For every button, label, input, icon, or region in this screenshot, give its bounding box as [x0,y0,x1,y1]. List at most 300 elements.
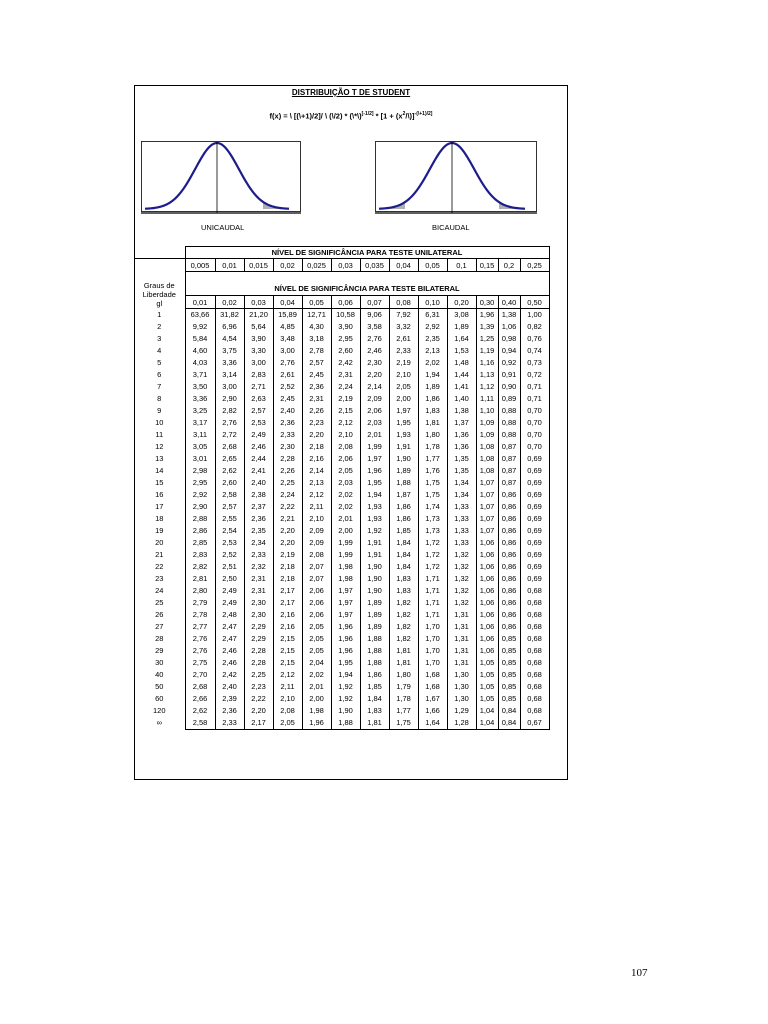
critical-value-cell: 1,96 [360,465,389,477]
critical-value-cell: 1,33 [447,513,476,525]
critical-value-cell: 9,92 [185,321,215,333]
gl-cell: 4 [134,345,185,357]
critical-value-cell: 0,87 [498,465,520,477]
critical-value-cell: 1,80 [389,669,418,681]
critical-value-cell: 2,76 [185,645,215,657]
critical-value-cell: 2,29 [244,633,273,645]
critical-value-cell: 1,94 [418,369,447,381]
critical-value-cell: 0,71 [520,381,549,393]
critical-value-cell: 2,03 [360,417,389,429]
critical-value-cell: 1,73 [418,525,447,537]
critical-value-cell: 1,77 [389,705,418,717]
critical-value-cell: 2,00 [389,393,418,405]
critical-value-cell: 2,50 [215,573,244,585]
critical-value-cell: 2,61 [389,333,418,345]
critical-value-cell: 1,32 [447,597,476,609]
critical-value-cell: 1,96 [331,633,360,645]
unilateral-level: 0,03 [331,259,360,272]
unilateral-level: 0,005 [185,259,215,272]
gl-cell: ∞ [134,717,185,730]
critical-value-cell: 2,57 [244,405,273,417]
bilateral-level: 0,04 [273,296,302,309]
bilateral-header-row [134,272,549,296]
critical-value-cell: 0,69 [520,477,549,489]
critical-value-cell: 0,68 [520,633,549,645]
critical-value-cell: 2,48 [215,609,244,621]
critical-value-cell: 2,45 [273,393,302,405]
critical-value-cell: 2,76 [273,357,302,369]
critical-value-cell: 1,06 [476,621,498,633]
critical-value-cell: 0,68 [520,681,549,693]
critical-value-cell: 2,88 [185,513,215,525]
critical-value-cell: 2,38 [244,489,273,501]
critical-value-cell: 1,07 [476,513,498,525]
critical-value-cell: 2,57 [215,501,244,513]
table-row [134,573,549,585]
critical-value-cell: 1,72 [418,561,447,573]
gl-cell: 19 [134,525,185,537]
formula-main: f(x) = \ [(\+1)/2]/ \ (\/2) * (\*\) [269,111,362,121]
critical-value-cell: 6,96 [215,321,244,333]
critical-value-cell: 2,01 [331,513,360,525]
unicaudal-curve [141,141,301,217]
critical-value-cell: 0,90 [498,381,520,393]
critical-value-cell: 4,54 [215,333,244,345]
critical-value-cell: 2,79 [185,597,215,609]
critical-value-cell: 2,83 [244,369,273,381]
critical-value-cell: 1,79 [389,681,418,693]
critical-value-cell: 0,94 [498,345,520,357]
critical-value-cell: 2,06 [302,585,331,597]
critical-value-cell: 2,14 [302,465,331,477]
table-row [134,441,549,453]
critical-value-cell: 3,30 [244,345,273,357]
critical-value-cell: 0,87 [498,453,520,465]
gl-cell: 17 [134,501,185,513]
table-row [134,489,549,501]
critical-value-cell: 1,32 [447,561,476,573]
critical-value-cell: 1,06 [476,561,498,573]
critical-value-cell: 2,68 [215,441,244,453]
critical-value-cell: 0,69 [520,501,549,513]
critical-value-cell: 1,00 [520,309,549,322]
gl-cell: 20 [134,537,185,549]
critical-value-cell: 0,86 [498,621,520,633]
critical-value-cell: 1,75 [389,717,418,730]
critical-value-cell: 2,31 [302,393,331,405]
critical-value-cell: 1,97 [360,453,389,465]
table-row [134,321,549,333]
critical-value-cell: 1,09 [476,417,498,429]
critical-value-cell: 1,05 [476,681,498,693]
critical-value-cell: 1,83 [389,573,418,585]
table-row [134,501,549,513]
critical-value-cell: 1,33 [447,525,476,537]
critical-value-cell: 1,96 [331,621,360,633]
gl-cell: 2 [134,321,185,333]
critical-value-cell: 1,95 [360,477,389,489]
critical-value-cell: 1,97 [331,609,360,621]
critical-value-cell: 2,42 [331,357,360,369]
critical-value-cell: 2,02 [331,501,360,513]
critical-value-cell: 1,86 [389,501,418,513]
critical-value-cell: 2,22 [244,693,273,705]
critical-value-cell: 1,78 [389,693,418,705]
critical-value-cell: 2,33 [273,429,302,441]
critical-value-cell: 9,06 [360,309,389,322]
critical-value-cell: 2,98 [185,465,215,477]
critical-value-cell: 2,12 [302,489,331,501]
formula-exp3: -(\+1)/2] [414,111,433,117]
critical-value-cell: 2,20 [302,429,331,441]
bilateral-level: 0,08 [389,296,418,309]
critical-value-cell: 1,32 [447,549,476,561]
critical-value-cell: 2,39 [215,693,244,705]
critical-value-cell: 1,11 [476,393,498,405]
critical-value-cell: 1,31 [447,609,476,621]
table-row [134,681,549,693]
critical-value-cell: 1,13 [476,369,498,381]
critical-value-cell: 1,31 [447,633,476,645]
critical-value-cell: 1,09 [476,429,498,441]
critical-value-cell: 4,03 [185,357,215,369]
critical-value-cell: 1,72 [418,549,447,561]
critical-value-cell: 4,60 [185,345,215,357]
gl-cell: 23 [134,573,185,585]
critical-value-cell: 1,64 [418,717,447,730]
critical-value-cell: 2,13 [302,477,331,489]
critical-value-cell: 0,88 [498,429,520,441]
critical-value-cell: 0,69 [520,489,549,501]
gl-cell: 25 [134,597,185,609]
critical-value-cell: 1,73 [418,513,447,525]
critical-value-cell: 3,00 [215,381,244,393]
formula-exp1: [-1/2] [361,111,374,117]
table-row [134,405,549,417]
critical-value-cell: 0,86 [498,537,520,549]
table-row [134,357,549,369]
critical-value-cell: 1,89 [418,381,447,393]
critical-value-cell: 1,89 [360,609,389,621]
critical-value-cell: 0,68 [520,669,549,681]
critical-value-cell: 0,86 [498,597,520,609]
critical-value-cell: 1,06 [476,597,498,609]
critical-value-cell: 2,62 [185,705,215,717]
gl-cell: 5 [134,357,185,369]
table-row [134,657,549,669]
t-table [134,246,550,730]
table-row [134,453,549,465]
critical-value-cell: 1,90 [389,453,418,465]
critical-value-cell: 2,09 [302,525,331,537]
unilateral-level: 0,025 [302,259,331,272]
critical-value-cell: 1,89 [360,621,389,633]
unilateral-level: 0,035 [360,259,389,272]
critical-value-cell: 1,99 [331,549,360,561]
unilateral-level: 0,25 [520,259,549,272]
gl-cell: 24 [134,585,185,597]
critical-value-cell: 1,88 [331,717,360,730]
critical-value-cell: 2,58 [185,717,215,730]
critical-value-cell: 1,84 [389,549,418,561]
critical-value-cell: 1,89 [389,465,418,477]
critical-value-cell: 0,67 [520,717,549,730]
critical-value-cell: 2,81 [185,573,215,585]
gl-cell: 30 [134,657,185,669]
table-row [134,417,549,429]
bilateral-level: 0,01 [185,296,215,309]
critical-value-cell: 2,42 [215,669,244,681]
critical-value-cell: 1,82 [389,597,418,609]
critical-value-cell: 2,45 [302,369,331,381]
critical-value-cell: 2,18 [273,561,302,573]
critical-value-cell: 1,81 [389,657,418,669]
critical-value-cell: 2,57 [302,357,331,369]
gl-header-blank [134,247,185,259]
critical-value-cell: 0,85 [498,633,520,645]
critical-value-cell: 2,02 [331,489,360,501]
table-row [134,333,549,345]
critical-value-cell: 1,28 [447,717,476,730]
critical-value-cell: 1,64 [447,333,476,345]
critical-value-cell: 0,86 [498,585,520,597]
critical-value-cell: 2,92 [185,489,215,501]
critical-value-cell: 3,48 [273,333,302,345]
critical-value-cell: 2,09 [302,537,331,549]
critical-value-cell: 1,89 [447,321,476,333]
critical-value-cell: 2,83 [185,549,215,561]
table-row [134,669,549,681]
critical-value-cell: 2,52 [273,381,302,393]
critical-value-cell: 2,33 [244,549,273,561]
critical-value-cell: 1,93 [360,501,389,513]
critical-value-cell: 2,40 [244,477,273,489]
gl-cell: 3 [134,333,185,345]
critical-value-cell: 1,96 [302,717,331,730]
critical-value-cell: 1,32 [447,585,476,597]
critical-value-cell: 0,86 [498,501,520,513]
critical-value-cell: 1,86 [389,513,418,525]
critical-value-cell: 2,77 [185,621,215,633]
critical-value-cell: 0,84 [498,705,520,717]
critical-value-cell: 1,90 [360,573,389,585]
critical-value-cell: 2,35 [418,333,447,345]
table-row [134,369,549,381]
critical-value-cell: 2,18 [302,441,331,453]
curve-frame [142,142,301,212]
critical-value-cell: 3,00 [273,345,302,357]
critical-value-cell: 3,36 [215,357,244,369]
critical-value-cell: 1,99 [360,441,389,453]
critical-value-cell: 2,65 [215,453,244,465]
critical-value-cell: 2,92 [418,321,447,333]
critical-value-cell: 2,36 [244,513,273,525]
critical-value-cell: 1,33 [447,501,476,513]
critical-value-cell: 2,30 [273,441,302,453]
critical-value-cell: 3,90 [331,321,360,333]
critical-value-cell: 0,68 [520,585,549,597]
critical-value-cell: 0,84 [498,717,520,730]
critical-value-cell: 1,31 [447,621,476,633]
critical-value-cell: 2,15 [331,405,360,417]
critical-value-cell: 4,30 [302,321,331,333]
critical-value-cell: 2,23 [244,681,273,693]
critical-value-cell: 2,47 [215,621,244,633]
critical-value-cell: 2,06 [360,405,389,417]
critical-value-cell: 1,92 [331,681,360,693]
critical-value-cell: 1,99 [331,537,360,549]
critical-value-cell: 2,02 [418,357,447,369]
critical-value-cell: 2,49 [215,597,244,609]
critical-value-cell: 1,95 [331,657,360,669]
critical-value-cell: 2,15 [273,645,302,657]
critical-value-cell: 2,60 [215,477,244,489]
critical-value-cell: 1,05 [476,657,498,669]
critical-value-cell: 2,00 [302,693,331,705]
critical-value-cell: 1,71 [418,609,447,621]
critical-value-cell: 3,08 [447,309,476,322]
critical-value-cell: 1,75 [418,489,447,501]
critical-value-cell: 0,86 [498,513,520,525]
critical-value-cell: 1,06 [476,645,498,657]
critical-value-cell: 2,95 [185,477,215,489]
critical-value-cell: 0,91 [498,369,520,381]
critical-value-cell: 0,86 [498,609,520,621]
critical-value-cell: 0,70 [520,441,549,453]
critical-value-cell: 0,68 [520,693,549,705]
critical-value-cell: 2,06 [331,453,360,465]
table-row [134,597,549,609]
critical-value-cell: 1,07 [476,489,498,501]
critical-value-cell: 2,40 [215,681,244,693]
critical-value-cell: 1,97 [331,597,360,609]
critical-value-cell: 1,41 [447,381,476,393]
critical-value-cell: 1,82 [389,633,418,645]
critical-value-cell: 1,05 [476,669,498,681]
gl-cell: 11 [134,429,185,441]
critical-value-cell: 0,88 [498,405,520,417]
critical-value-cell: 3,17 [185,417,215,429]
critical-value-cell: 2,16 [273,609,302,621]
critical-value-cell: 2,85 [185,537,215,549]
bicaudal-label: BICAUDAL [432,223,470,232]
critical-value-cell: 1,06 [476,585,498,597]
critical-value-cell: 2,68 [185,681,215,693]
critical-value-cell: 1,35 [447,453,476,465]
critical-value-cell: 1,82 [389,609,418,621]
gl-cell: 16 [134,489,185,501]
critical-value-cell: 1,70 [418,633,447,645]
critical-value-cell: 2,71 [244,381,273,393]
critical-value-cell: 0,76 [520,333,549,345]
critical-value-cell: 2,58 [215,489,244,501]
critical-value-cell: 2,14 [360,381,389,393]
critical-value-cell: 1,53 [447,345,476,357]
critical-value-cell: 1,81 [389,645,418,657]
critical-value-cell: 2,78 [185,609,215,621]
critical-value-cell: 2,36 [302,381,331,393]
critical-value-cell: 1,06 [476,633,498,645]
critical-value-cell: 2,63 [244,393,273,405]
critical-value-cell: 2,02 [302,669,331,681]
critical-value-cell: 2,66 [185,693,215,705]
bilateral-header: NÍVEL DE SIGNIFICÂNCIA PARA TESTE BILATERAL [185,272,549,296]
critical-value-cell: 2,17 [244,717,273,730]
critical-value-cell: 2,76 [360,333,389,345]
critical-value-cell: 2,52 [215,549,244,561]
critical-value-cell: 2,25 [273,477,302,489]
unicaudal-label: UNICAUDAL [201,223,245,232]
critical-value-cell: 2,46 [215,657,244,669]
critical-value-cell: 3,11 [185,429,215,441]
critical-value-cell: 2,18 [273,573,302,585]
critical-value-cell: 2,26 [273,465,302,477]
critical-value-cell: 1,96 [476,309,498,322]
critical-value-cell: 2,17 [273,597,302,609]
critical-value-cell: 0,69 [520,525,549,537]
critical-value-cell: 5,64 [244,321,273,333]
critical-value-cell: 1,25 [476,333,498,345]
critical-value-cell: 2,20 [273,537,302,549]
gl-cell: 28 [134,633,185,645]
critical-value-cell: 2,37 [244,501,273,513]
critical-value-cell: 1,71 [418,597,447,609]
critical-value-cell: 1,04 [476,705,498,717]
critical-value-cell: 2,35 [244,525,273,537]
critical-value-cell: 2,05 [302,633,331,645]
critical-value-cell: 1,16 [476,357,498,369]
critical-value-cell: 1,87 [389,489,418,501]
gl-cell: 15 [134,477,185,489]
gl-header-line: gl [156,298,163,308]
critical-value-cell: 1,71 [418,585,447,597]
critical-value-cell: 1,38 [498,309,520,322]
critical-value-cell: 2,55 [215,513,244,525]
critical-value-cell: 15,89 [273,309,302,322]
critical-value-cell: 2,76 [185,633,215,645]
critical-value-cell: 0,69 [520,537,549,549]
critical-value-cell: 63,66 [185,309,215,322]
critical-value-cell: 1,80 [418,429,447,441]
critical-value-cell: 2,29 [244,621,273,633]
critical-value-cell: 2,78 [302,345,331,357]
critical-value-cell: 1,66 [418,705,447,717]
critical-value-cell: 1,08 [476,453,498,465]
critical-value-cell: 6,31 [418,309,447,322]
table-row [134,513,549,525]
critical-value-cell: 2,25 [244,669,273,681]
critical-value-cell: 2,12 [331,417,360,429]
critical-value-cell: 1,82 [389,621,418,633]
bilateral-level: 0,02 [215,296,244,309]
critical-value-cell: 3,36 [185,393,215,405]
table-row [134,345,549,357]
critical-value-cell: 1,81 [360,717,389,730]
critical-value-cell: 1,19 [476,345,498,357]
critical-value-cell: 1,84 [389,561,418,573]
critical-value-cell: 3,00 [244,357,273,369]
gl-cell: 7 [134,381,185,393]
critical-value-cell: 2,90 [185,501,215,513]
critical-value-cell: 2,46 [244,441,273,453]
critical-value-cell: 1,94 [331,669,360,681]
table-row [134,633,549,645]
page-number: 107 [631,967,648,979]
critical-value-cell: 2,49 [215,585,244,597]
critical-value-cell: 1,30 [447,681,476,693]
critical-value-cell: 2,17 [273,585,302,597]
critical-value-cell: 0,85 [498,681,520,693]
